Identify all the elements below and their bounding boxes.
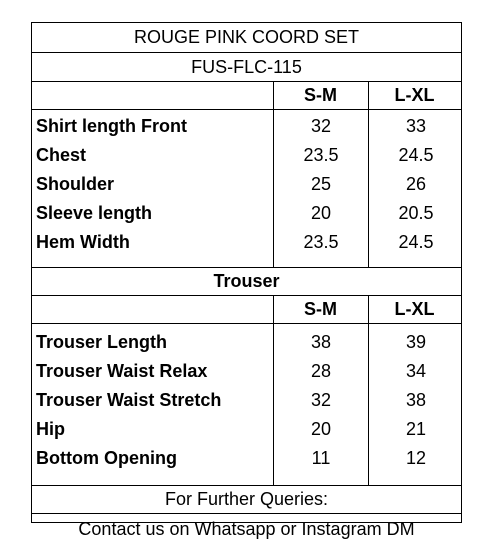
- footer-row-queries: [32, 486, 461, 514]
- value-sm: 25: [310, 174, 332, 194]
- measurement-label: Bottom Opening: [36, 448, 177, 468]
- shirt-measurements-table: [32, 82, 461, 268]
- measurement-label: Hip: [36, 419, 65, 439]
- measurement-label: Chest: [36, 145, 87, 165]
- measurement-label: Trouser Waist Stretch: [36, 390, 222, 410]
- value-sm: 28: [310, 361, 332, 381]
- measurement-label: Trouser Waist Relax: [36, 361, 208, 381]
- table-row: [32, 112, 461, 141]
- table-row: [32, 357, 461, 386]
- value-lxl: 26: [405, 174, 427, 194]
- value-lxl: 33: [405, 116, 427, 136]
- table-row: [32, 199, 461, 228]
- value-sm: 23.5: [303, 232, 339, 252]
- table-row: [32, 170, 461, 199]
- measurement-label: Shirt length Front: [36, 116, 187, 136]
- footer-contact-text: Contact us on Whatsapp or Instagram DM: [78, 519, 415, 539]
- table-row: [32, 386, 461, 415]
- value-lxl: 20.5: [398, 203, 434, 223]
- value-lxl: 34: [405, 361, 427, 381]
- measurement-label: Sleeve length: [36, 203, 153, 223]
- measurement-label: Hem Width: [36, 232, 130, 252]
- value-sm: 11: [311, 448, 331, 468]
- footer-row-contact: [32, 514, 461, 545]
- trouser-measurements-table: [32, 296, 461, 486]
- value-sm: 38: [310, 332, 332, 352]
- measurement-label: Trouser Length: [36, 332, 168, 352]
- value-lxl: 39: [405, 332, 427, 352]
- value-sm: 23.5: [303, 145, 339, 165]
- code-row: [32, 53, 461, 82]
- size-header-sm: S-M: [273, 82, 368, 110]
- value-lxl: 24.5: [398, 145, 434, 165]
- trouser-section-title: Trouser: [213, 271, 280, 291]
- header-blank-cell: [32, 82, 273, 110]
- footer-queries-text: For Further Queries:: [164, 489, 329, 509]
- header-blank-cell: [32, 296, 273, 324]
- value-lxl: 12: [405, 448, 427, 468]
- product-code: FUS-FLC-115: [191, 56, 302, 77]
- table-row: [32, 415, 461, 444]
- value-sm: 32: [310, 390, 332, 410]
- table-row: [32, 328, 461, 357]
- measurement-label: Shoulder: [36, 174, 115, 194]
- value-lxl: 24.5: [398, 232, 434, 252]
- size-chart: [31, 22, 462, 539]
- table-row: [32, 444, 461, 473]
- value-sm: 20: [310, 419, 332, 439]
- table-row: [32, 228, 461, 257]
- size-header-sm: S-M: [273, 296, 368, 324]
- title-row: [32, 23, 461, 53]
- table-row: [32, 141, 461, 170]
- size-header-lxl: L-XL: [368, 296, 461, 324]
- size-header-lxl: L-XL: [368, 82, 461, 110]
- value-lxl: 21: [405, 419, 427, 439]
- trouser-section-row: [32, 268, 461, 296]
- chart-title: ROUGE PINK COORD SET: [133, 27, 360, 47]
- value-sm: 20: [310, 203, 332, 223]
- value-sm: 32: [310, 116, 332, 136]
- value-lxl: 38: [405, 390, 427, 410]
